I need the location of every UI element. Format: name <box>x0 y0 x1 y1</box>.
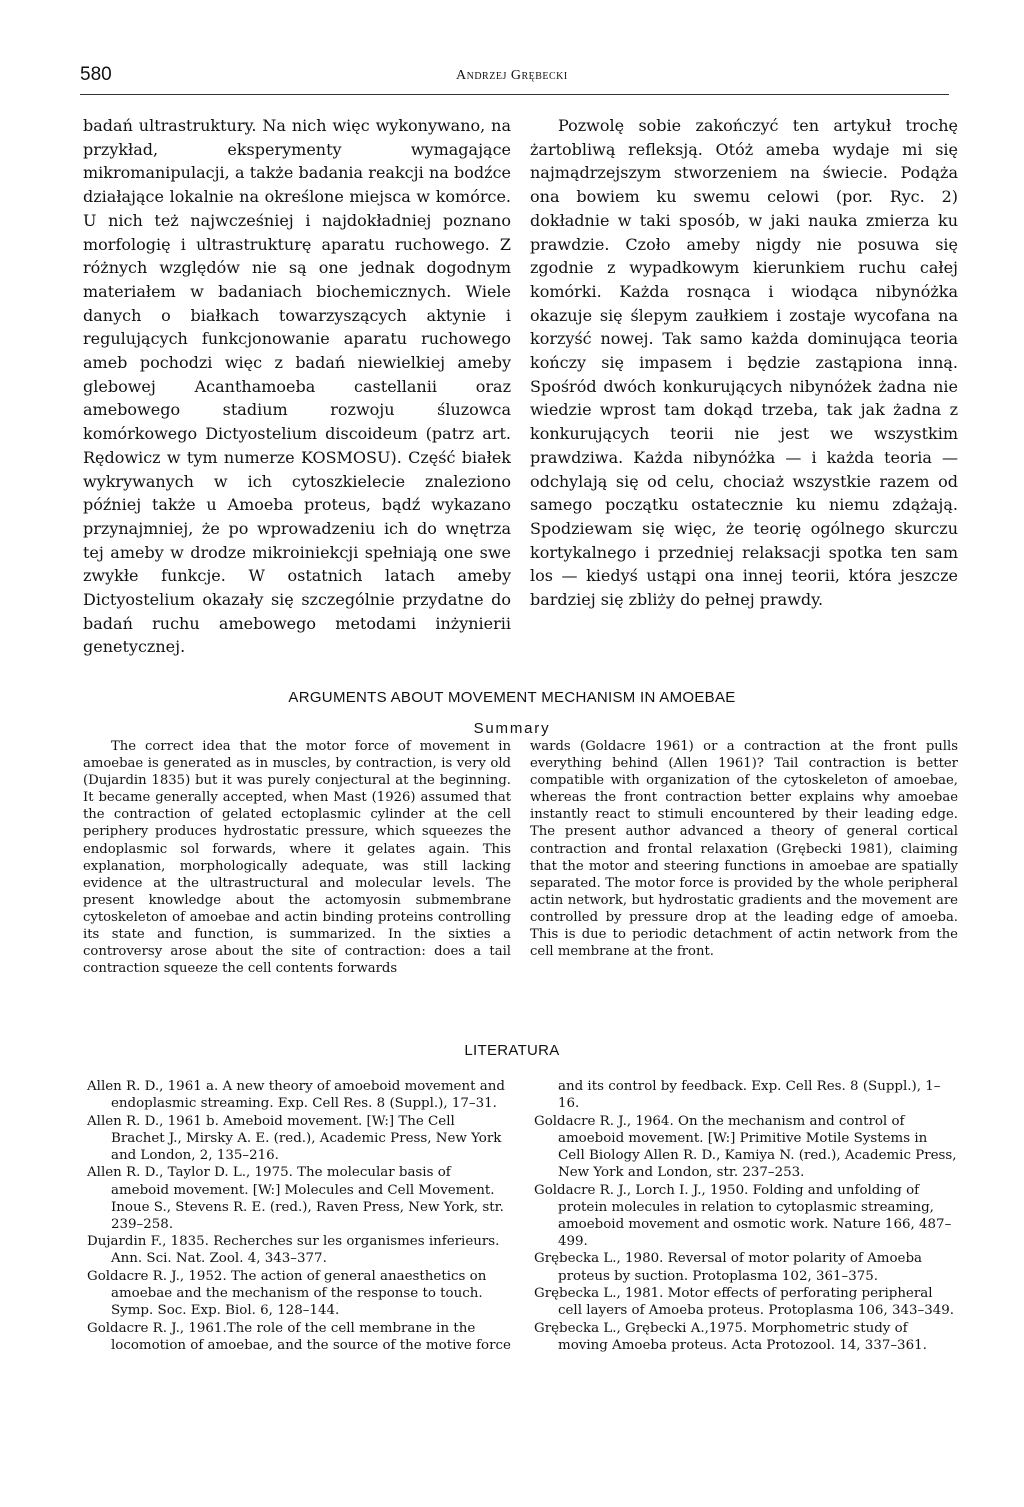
reference-entry: Goldacre R. J., Lorch I. J., 1950. Folding and unfolding of protein molecules in relation to cytoplasmic streaming, amoeboid movement and osmotic work. Nature 166, 487–499. <box>534 1182 952 1249</box>
reference-entry: Allen R. D., 1961 a. A new theory of amoeboid movement and endoplasmic streaming. Exp. Cell Res. 8 (Suppl.), 17–31. <box>87 1079 505 1112</box>
page-header <box>80 62 949 92</box>
summary-heading: Summary <box>473 720 551 737</box>
reference-entry: Goldacre R. J., 1964. On the mechanism and control of amoeboid movement. [W:] Primitive Motile Systems in Cell Biology Allen R. D., Kamiya N. (red.), Academic Press, New York and London, str. 237–253. <box>534 1113 957 1180</box>
reference-entry: Grębecka L., 1981. Motor effects of perforating peripheral cell layers of Amoeba proteus. Protoplasma 106, 343–349. <box>534 1286 955 1319</box>
summary-paragraph-left: The correct idea that the motor force of movement in amoebae is generated as in muscles, by contraction, is very old (Dujardin 1835) but it was purely conjectural at the beginning. It became generally accepted, when Mast (1926) assumed that the contraction of gelated ectoplasmic cylinder at the cell periphery produces hydrostatic pressure, which squeezes the endoplasmic sol forwards, where it gelates again. This explanation, morphologically adequate, was still lacking evidence at the ultrastructural and molecular levels. The present knowledge about the actomyosin submembrane cytoskeleton of amoebae and actin binding proteins controlling its state and function, is summarized. In the sixties a controversy arose about the site of contraction: does a tail contraction squeeze the cell contents forwards <box>83 739 511 977</box>
references-left-column <box>87 1078 511 1355</box>
header-rule <box>80 94 949 95</box>
reference-entry: Allen R. D., Taylor D. L., 1975. The molecular basis of ameboid movement. [W:] Molecules and Cell Movement. Inoue S., Stevens R. E. (red.), Raven Press, New York, str. 239–258. <box>87 1165 504 1232</box>
references-right-column <box>534 1078 958 1355</box>
body-paragraph-left: badań ultrastruktury. Na nich więc wykonywano, na przykład, eksperymenty wymagające mikromanipulacji, a także badania reakcji na bodźce działające lokalnie na określone miejsca w komórce. U nich też najwcześniej i najdokładniej poznano morfologię i ultrastrukturę aparatu ruchowego. Z różnych względów nie są one jednak dogodnym materiałem w badaniach biochemicznych. Wiele danych o białkach towarzyszących aktynie i regulujących funkcjonowanie aparatu ruchowego ameb pochodzi więc z badań niewielkiej ameby glebowej Acanthamoeba castellanii oraz amebowego stadium rozwoju śluzowca komórkowego Dictyostelium discoideum (patrz art. Rędowicz w tym numerze KOSMOSU). Część białek wykrywanych w ich cytoszkielecie znaleziono później także u Amoeba proteus, bądź wykazano przynajmniej, że po wprowadzeniu ich do wnętrza tej ameby w drodze mikroiniekcji spełniają one swe zwykłe funkcje. W ostatnich latach ameby Dictyostelium okazały się szczególnie przydatne do badań ruchu amebowego metodami inżynierii genetycznej. <box>83 116 511 657</box>
body-paragraph-right: Pozwolę sobie zakończyć ten artykuł trochę żartobliwą refleksją. Otóż ameba wydaje mi się najmądrzejszym stworzeniem na świecie. Podąża ona bowiem ku swemu celowi (por. Ryc. 2) dokładnie w taki sposób, w jaki nauka zmierza ku prawdzie. Czoło ameby nigdy nie posuwa się zgodnie z wypadkowym kierunkiem ruchu całej komórki. Każda rosnąca i wiodąca nibynóżka okazuje się ślepym zaułkiem i zostaje wycofana na korzyść nowej. Tak samo każda dominująca teoria kończy się impasem i będzie zastąpiona inną. Spośród dwóch konkurujących nibynóżek żadna nie wiedzie wprost tam dokąd trzeba, tak jak żadna z konkurujących teorii nie jest we wszystkim prawdziwa. Każda nibynóżka — i każda teoria — odchylają się od celu, chociaż wszystkie razem od samego początku ostatecznie ku niemu zdążają. Spodziewam się więc, że teorię ogólnego skurczu kortykalnego i przedniej relaksacji spotka ten sam los — kiedyś ustąpi ona innej teorii, która jeszcze bardziej się zbliży do pełnej prawdy. <box>530 116 958 610</box>
page-number: 580 <box>80 64 112 85</box>
summary-left-column <box>83 738 511 977</box>
reference-entry: Dujardin F., 1835. Recherches sur les organismes inferieurs. Ann. Sci. Nat. Zool. 4, 343–377. <box>87 1234 500 1267</box>
running-title: Andrzej Grębecki <box>456 68 568 83</box>
body-right-column <box>530 114 958 612</box>
reference-entry: Goldacre R. J., 1961.The role of the cell membrane in the locomotion of amoebae, and the source of the motive force <box>87 1320 511 1353</box>
reference-entry: Goldacre R. J., 1952. The action of general anaesthetics on amoebae and the mechanism of the response to touch. Symp. Soc. Exp. Biol. 6, 128–144. <box>87 1269 487 1319</box>
reference-entry: Grębecka L., Grębecki A.,1975. Morphometric study of moving Amoeba proteus. Acta Protozool. 14, 337–361. <box>534 1320 927 1353</box>
summary-right-column <box>530 738 958 960</box>
reference-continuation: and its control by feedback. Exp. Cell Res. 8 (Suppl.), 1–16. <box>558 1079 941 1112</box>
reference-entry: Allen R. D., 1961 b. Ameboid movement. [W:] The Cell Brachet J., Mirsky A. E. (red.), Academic Press, New York and London, 2, 135–216. <box>87 1113 502 1163</box>
body-left-column <box>83 114 511 659</box>
literature-heading: LITERATURA <box>464 1042 560 1059</box>
summary-title: ARGUMENTS ABOUT MOVEMENT MECHANISM IN AMOEBAE <box>288 689 736 706</box>
reference-entry: Grębecka L., 1980. Reversal of motor polarity of Amoeba proteus by suction. Protoplasma 102, 361–375. <box>534 1251 923 1284</box>
summary-paragraph-right: wards (Goldacre 1961) or a contraction at the front pulls everything behind (Allen 1961)? Tail contraction is better compatible with organization of the cytoskeleton of amoebae, whereas the front contraction better explains why amoebae instantly react to stimuli encountered by their leading edge. The present author advanced a theory of general cortical contraction and frontal relaxation (Grębecki 1981), claiming that the motor and steering functions in amoebae are spatially separated. The motor force is provided by the whole peripheral actin network, but hydrostatic gradients and the movement are controlled by pressure drop at the leading edge of amoeba. This is due to periodic detachment of actin network from the cell membrane at the front. <box>530 739 958 960</box>
